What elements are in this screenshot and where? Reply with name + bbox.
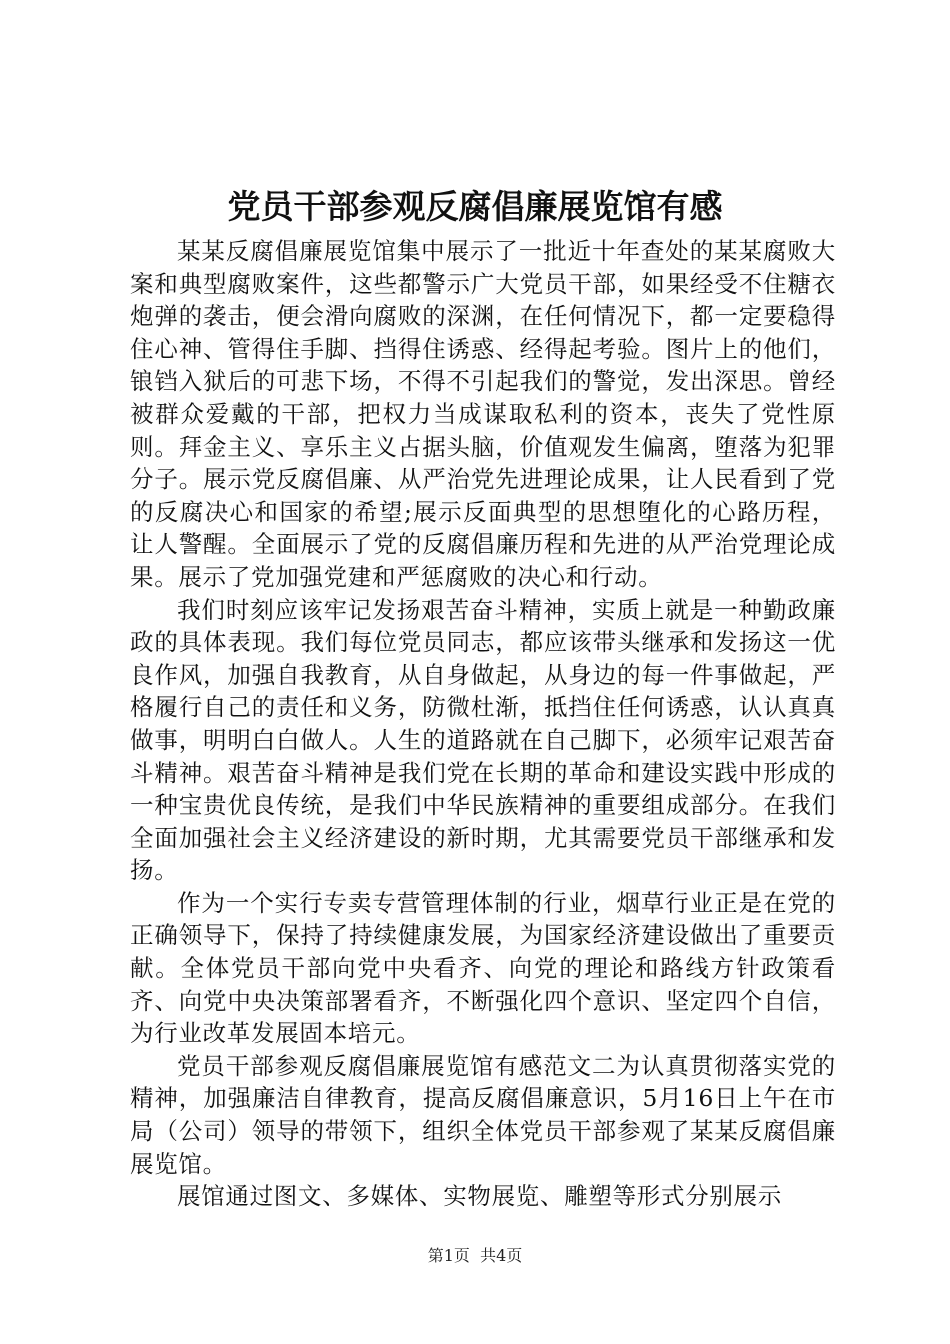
paragraph: 党员干部参观反腐倡廉展览馆有感范文二为认真贯彻落实党的精神，加强廉洁自律教育，提高反腐倡廉意识，5月16日上午在市局（公司）领导的带领下，组织全体党员干部参观了某某反腐倡廉展览馆。	[130, 1051, 836, 1178]
paragraph: 我们时刻应该牢记发扬艰苦奋斗精神，实质上就是一种勤政廉政的具体表现。我们每位党员同志，都应该带头继承和发扬这一优良作风，加强自我教育，从自身做起，从身边的每一件事做起，严格履行自己的责任和义务，防微杜渐，抵挡住任何诱惑，认认真真做事，明明白白做人。人生的道路就在自己脚下，必须牢记艰苦奋斗精神。艰苦奋斗精神是我们党在长期的革命和建设实践中形成的一种宝贵优良传统，是我们中华民族精神的重要组成部分。在我们全面加强社会主义经济建设的新时期，尤其需要党员干部继承和发扬。	[130, 595, 836, 885]
paragraph: 作为一个实行专卖专营管理体制的行业，烟草行业正是在党的正确领导下，保持了持续健康发展，为国家经济建设做出了重要贡献。全体党员干部向党中央看齐、向党的理论和路线方针政策看齐、向党中央决策部署看齐，不断强化四个意识、坚定四个自信，为行业改革发展固本培元。	[130, 888, 836, 1048]
paragraph: 某某反腐倡廉展览馆集中展示了一批近十年查处的某某腐败大案和典型腐败案件，这些都警示广大党员干部，如果经受不住糖衣炮弹的袭击，便会滑向腐败的深渊，在任何情况下，都一定要稳得住心神、管得住手脚、挡得住诱惑、经得起考验。图片上的他们，锒铛入狱后的可悲下场，不得不引起我们的警觉，发出深思。曾经被群众爱戴的干部，把权力当成谋取私利的资本，丧失了党性原则。拜金主义、享乐主义占据头脑，价值观发生偏离，堕落为犯罪分子。展示党反腐倡廉、从严治党先进理论成果，让人民看到了党的反腐决心和国家的希望;展示反面典型的思想堕化的心路历程，让人警醒。全面展示了党的反腐倡廉历程和先进的从严治党理论成果。展示了党加强党建和严惩腐败的决心和行动。	[130, 237, 836, 591]
paragraph: 展馆通过图文、多媒体、实物展览、雕塑等形式分别展示	[177, 1182, 782, 1211]
document-body	[130, 235, 836, 1213]
page-footer	[0, 1244, 950, 1268]
page-total: 共4页	[480, 1246, 523, 1265]
document-title: 党员干部参观反腐倡廉展览馆有感	[227, 187, 723, 226]
page-number: 第1页	[427, 1246, 470, 1265]
